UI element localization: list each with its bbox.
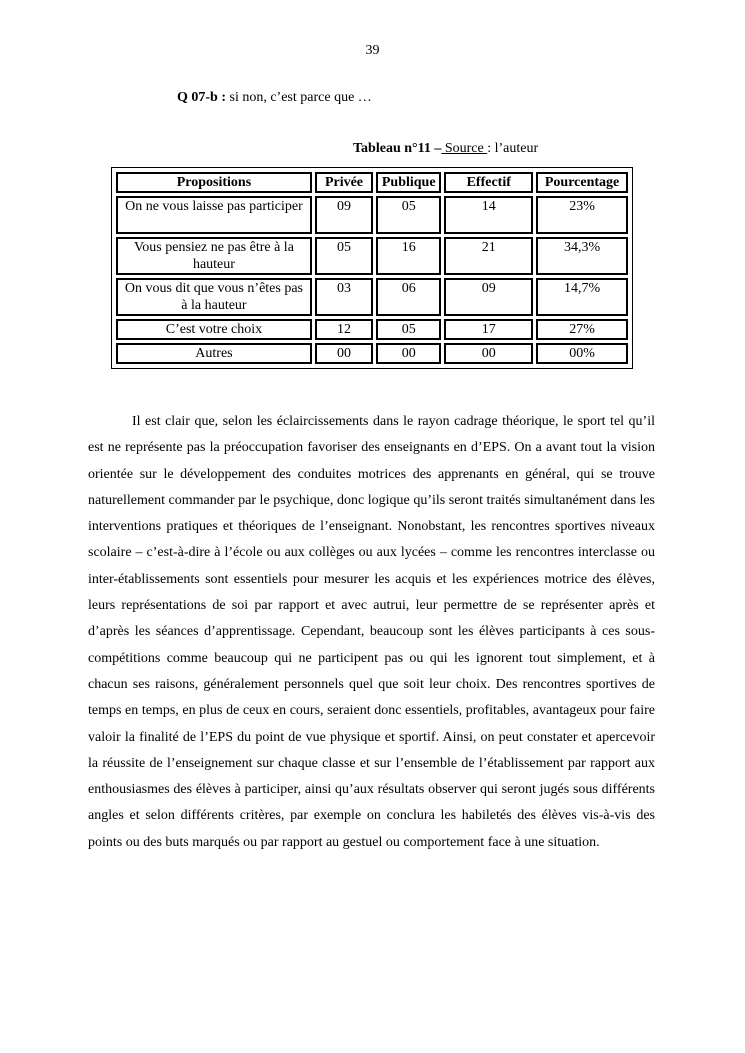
cell-proposition: C’est votre choix [116, 319, 312, 340]
cell-effectif: 00 [444, 343, 533, 364]
cell-privee: 12 [315, 319, 373, 340]
table-header-row [116, 172, 628, 193]
cell-publique: 00 [376, 343, 441, 364]
cell-pourcentage: 23% [536, 196, 628, 234]
cell-pourcentage: 27% [536, 319, 628, 340]
question-heading [177, 90, 372, 106]
table-row [116, 343, 628, 364]
cell-publique: 05 [376, 319, 441, 340]
table-caption [353, 141, 538, 157]
header-propositions: Propositions [116, 172, 312, 193]
source-label: Source [441, 141, 488, 156]
question-label: Q 07-b : [177, 90, 226, 105]
cell-pourcentage: 14,7% [536, 278, 628, 316]
cell-effectif: 17 [444, 319, 533, 340]
page-number: 39 [365, 43, 380, 58]
table-title: Tableau n°11 – [353, 141, 442, 156]
table-row [116, 319, 628, 340]
cell-effectif: 14 [444, 196, 533, 234]
cell-pourcentage: 34,3% [536, 237, 628, 275]
body-paragraph: Il est clair que, selon les éclaircissements dans le rayon cadrage théorique, le sport tel qu’il est ne représente pas la préoccupation favoriser des enseignants en d’EPS. On a avant tout la vision orientée sur le développement des conduites motrices des apprenants en général, qui se trouve naturellement commander par le psychique, donc logique qu’ils seront traités simultanément dans les interventions pratiques et théoriques de l’enseignant. Nonobstant, les rencontres sportives niveaux scolaire – c’est-à-dire à l’école ou aux collèges ou aux lycées – comme les rencontres interclasse ou inter-établissements sont essentiels pour mesurer les acquis et les expériences motrice des élèves, leurs représentations de soi par rapport et avec autrui, leur permettre de se représenter après et d’après les séances d’apprentissage. Cependant, beaucoup sont les élèves participants à ces sous-compétitions comme beaucoup qui ne participent pas ou qui les ignorent tout simplement, et à chacun ses raisons, généralement personnels quel que soit leur choix. Des rencontres sportives de temps en temps, en plus de ceux en cours, seraient donc essentiels, profitables, avantageux pour faire valoir la finalité de l’EPS du point de vue physique et sportif. Ainsi, on peut constater et apercevoir la réussite de l’enseignement sur chaque classe et sur l’ensemble de l’établissement par rapport aux enthousiasmes des élèves à participer, ainsi qu’aux résultats observer qui seront jugés sous différents angles et selon différents critères, par exemple on conclura les habiletés des élèves vis-à-vis des points ou des buts marqués ou par rapport au gestuel ou comportement face à une situation. [88, 414, 655, 850]
cell-effectif: 21 [444, 237, 533, 275]
header-pourcentage: Pourcentage [536, 172, 628, 193]
table-row [116, 237, 628, 275]
cell-publique: 05 [376, 196, 441, 234]
table-row [116, 278, 628, 316]
header-privee: Privée [315, 172, 373, 193]
cell-proposition: On ne vous laisse pas participer [116, 196, 312, 234]
cell-privee: 00 [315, 343, 373, 364]
cell-effectif: 09 [444, 278, 533, 316]
table-row [116, 196, 628, 234]
data-table [113, 169, 631, 367]
cell-publique: 16 [376, 237, 441, 275]
cell-privee: 03 [315, 278, 373, 316]
cell-proposition: Autres [116, 343, 312, 364]
cell-proposition: On vous dit que vous n’êtes pas à la hauteur [116, 278, 312, 316]
cell-publique: 06 [376, 278, 441, 316]
cell-proposition: Vous pensiez ne pas être à la hauteur [116, 237, 312, 275]
header-publique: Publique [376, 172, 441, 193]
header-effectif: Effectif [444, 172, 533, 193]
cell-privee: 05 [315, 237, 373, 275]
cell-pourcentage: 00% [536, 343, 628, 364]
question-text: si non, c’est parce que … [226, 90, 372, 105]
source-text: : l’auteur [487, 141, 539, 156]
cell-privee: 09 [315, 196, 373, 234]
table-frame [111, 167, 633, 369]
